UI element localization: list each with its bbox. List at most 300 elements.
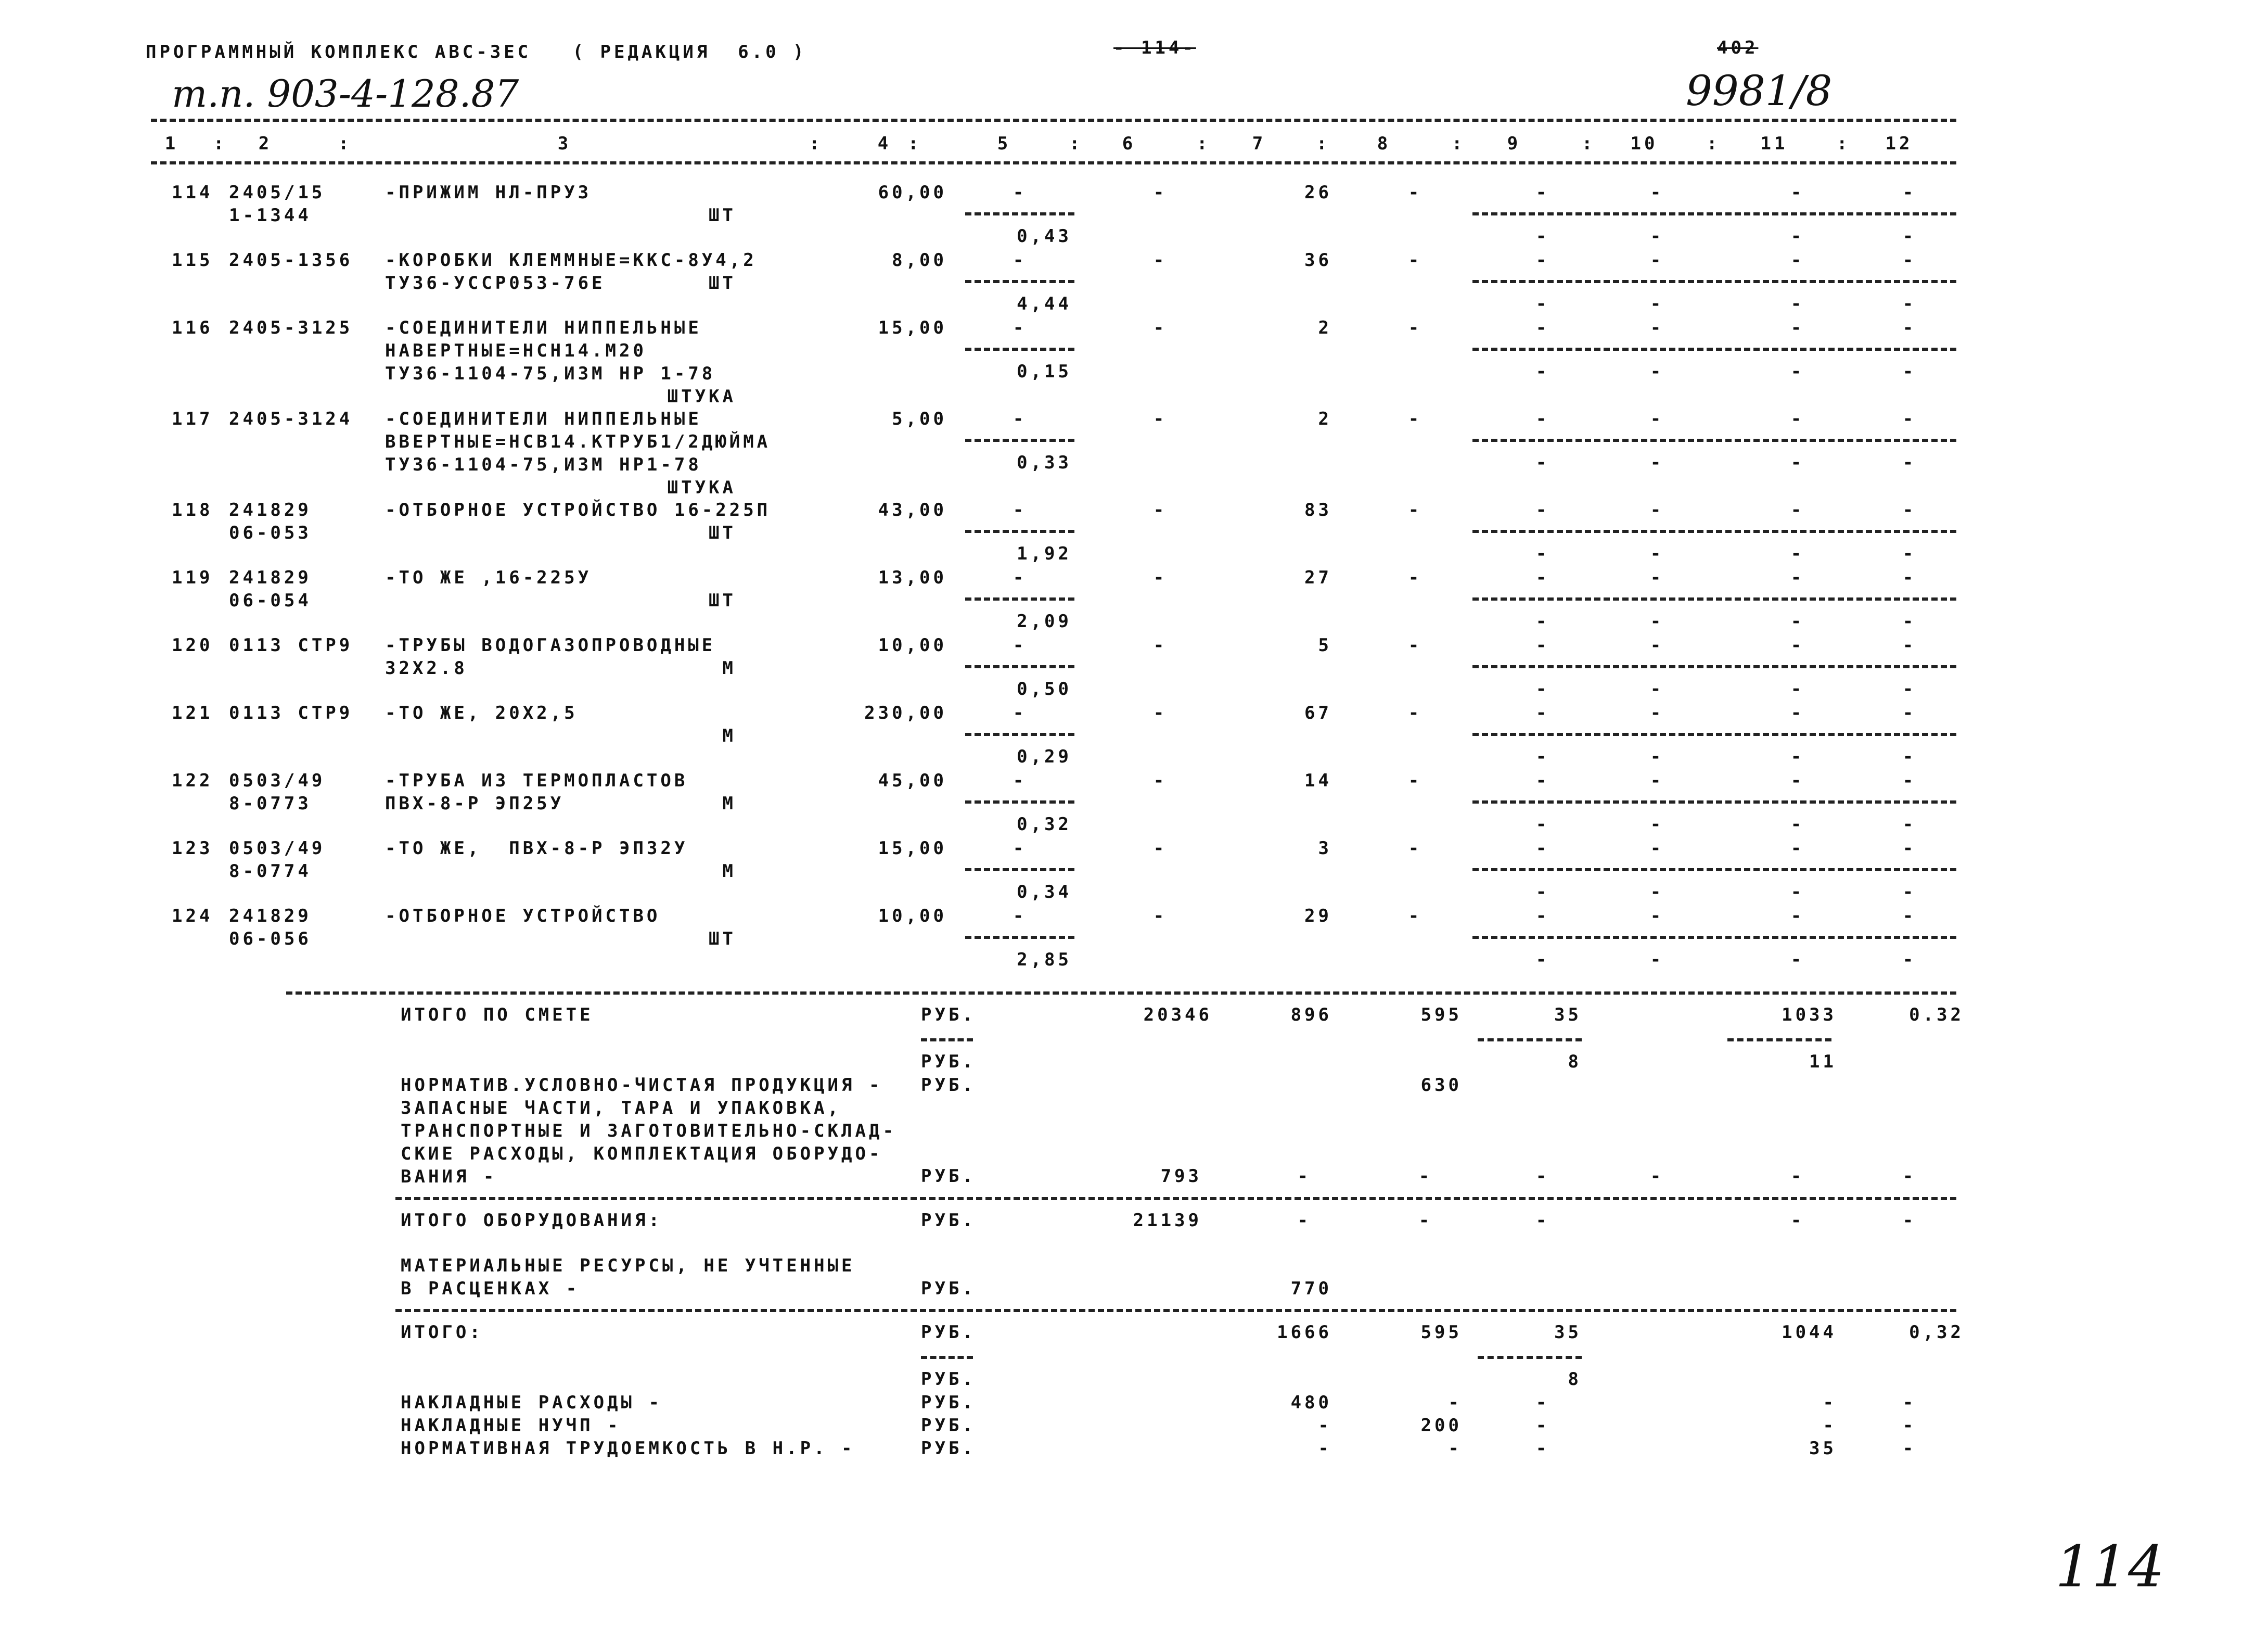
materials-line: В РАСЦЕНКАХ - — [401, 1278, 580, 1299]
value-col-7: 27 — [1304, 567, 1332, 588]
value-col-9: - — [1535, 635, 1550, 656]
normative-col-7: - — [1297, 1166, 1311, 1187]
value-col-12: - — [1902, 409, 1917, 429]
value-col-10: - — [1650, 567, 1664, 588]
resource-name: -ОТБОРНОЕ УСТРОЙСТВО — [385, 906, 661, 926]
normative-col-8b: - — [1418, 1166, 1433, 1187]
total-smeta-label: ИТОГО ПО СМЕТЕ — [401, 1004, 594, 1025]
resource-code: 0113 СТР9 — [229, 635, 353, 656]
repeat-dash-c10: - — [1650, 882, 1664, 902]
cell-rule — [1472, 530, 1956, 533]
value-col-7: 14 — [1304, 770, 1332, 791]
resource-name: -ТО ЖЕ, 20Х2,5 — [385, 703, 578, 723]
total-smeta-col-11b: 11 — [1809, 1051, 1837, 1072]
repeat-dash-c9: - — [1535, 679, 1550, 699]
resource-name: -ТО ЖЕ, ПВХ-8-Р ЭП32У — [385, 838, 688, 859]
repeat-dash-c11: - — [1790, 543, 1805, 564]
resource-name: ВВЕРТНЫЕ=НСВ14.КТРУБ1/2ДЮЙМА — [385, 431, 771, 452]
column-header-1: 1 — [164, 133, 179, 154]
repeat-dash-c9: - — [1535, 452, 1550, 473]
value-col-6: - — [1153, 567, 1168, 588]
repeat-dash-c9: - — [1535, 294, 1550, 314]
repeat-dash-c9: - — [1535, 361, 1550, 382]
equipment-col-7: - — [1297, 1210, 1311, 1231]
value-col-6: - — [1153, 906, 1168, 926]
repeat-dash-c9: - — [1535, 882, 1550, 902]
resource-name: 32Х2.8 — [385, 658, 468, 679]
normative-line: ТРАНСПОРТНЫЕ И ЗАГОТОВИТЕЛЬНО-СКЛАД- — [401, 1121, 896, 1141]
normative-line: СКИЕ РАСХОДЫ, КОМПЛЕКТАЦИЯ ОБОРУДО- — [401, 1143, 883, 1164]
quantity: 8,00 — [892, 250, 947, 271]
value-col-12: - — [1902, 838, 1917, 859]
resource-name: -ТРУБА ИЗ ТЕРМОПЛАСТОВ — [385, 770, 688, 791]
resource-code: 06-054 — [229, 590, 312, 611]
total-smeta-col-11: 1033 — [1782, 1004, 1837, 1025]
normative-col-6: 793 — [1160, 1166, 1202, 1187]
repeat-dash-c12: - — [1902, 452, 1917, 473]
value-col-11: - — [1790, 703, 1805, 723]
value-col-7: 26 — [1304, 182, 1332, 203]
resource-code: 8-0774 — [229, 861, 312, 882]
materials-line: МАТЕРИАЛЬНЫЕ РЕСУРСЫ, НЕ УЧТЕННЫЕ — [401, 1255, 855, 1276]
value-col-12: - — [1902, 500, 1917, 520]
row-number: 117 — [172, 409, 213, 429]
repeat-dash-c12: - — [1902, 294, 1917, 314]
equipment-label: ИТОГО ОБОРУДОВАНИЯ: — [401, 1210, 662, 1231]
repeat-dash-c10: - — [1650, 679, 1664, 699]
quantity: 45,00 — [878, 770, 947, 791]
cell-rule — [965, 212, 1074, 215]
value-col-11: - — [1790, 770, 1805, 791]
value-col-12: - — [1902, 182, 1917, 203]
resource-name: -ТРУБЫ ВОДОГАЗОПРОВОДНЫЕ — [385, 635, 716, 656]
dashed-rule — [921, 1038, 973, 1041]
normative-line: ВАНИЯ - — [401, 1166, 497, 1187]
quantity: 10,00 — [878, 906, 947, 926]
total-col-11: 1044 — [1782, 1322, 1837, 1343]
value-col-10: - — [1650, 635, 1664, 656]
column-separator: : — [1837, 133, 1851, 154]
overhead-col-12: - — [1902, 1438, 1917, 1459]
value-col-11: - — [1790, 250, 1805, 271]
repeat-dash-c11: - — [1790, 361, 1805, 382]
repeat-dash-c12: - — [1902, 746, 1917, 767]
resource-name: -ПРИЖИМ НЛ-ПРУЗ — [385, 182, 592, 203]
resource-code: 2405/15 — [229, 182, 326, 203]
sub-value-col-5: 0,29 — [1017, 746, 1072, 767]
sub-value-col-5: 0,33 — [1017, 452, 1072, 473]
resource-code: 06-053 — [229, 523, 312, 543]
repeat-dash-c11: - — [1790, 882, 1805, 902]
repeat-dash-c11: - — [1790, 949, 1805, 970]
repeat-dash-c12: - — [1902, 949, 1917, 970]
dashed-rule — [1478, 1356, 1582, 1359]
resource-code: 06-056 — [229, 928, 312, 949]
overhead-unit: РУБ. — [921, 1438, 976, 1459]
cell-rule — [1472, 280, 1956, 283]
resource-name: НАВЕРТНЫЕ=НСН14.М20 — [385, 340, 647, 361]
repeat-dash-c12: - — [1902, 361, 1917, 382]
total-unit-2: РУБ. — [921, 1369, 976, 1390]
column-header-2: 2 — [258, 133, 273, 154]
repeat-dash-c10: - — [1650, 226, 1664, 247]
resource-name: ТУ36-УССР053-76Е — [385, 273, 606, 294]
value-col-10: - — [1650, 838, 1664, 859]
header-rule — [151, 161, 1956, 164]
value-col-7: 29 — [1304, 906, 1332, 926]
value-col-9: - — [1535, 567, 1550, 588]
repeat-dash-c12: - — [1902, 679, 1917, 699]
quantity: 15,00 — [878, 838, 947, 859]
unit: М — [722, 726, 736, 746]
value-col-8: - — [1408, 838, 1423, 859]
equipment-col-9: - — [1535, 1210, 1550, 1231]
equipment-col-12: - — [1902, 1210, 1917, 1231]
value-col-9: - — [1535, 182, 1550, 203]
value-col-5: - — [1013, 409, 1027, 429]
value-col-12: - — [1902, 250, 1917, 271]
repeat-dash-c9: - — [1535, 949, 1550, 970]
overhead-label: НОРМАТИВНАЯ ТРУДОЕМКОСТЬ В Н.Р. - — [401, 1438, 855, 1459]
value-col-9: - — [1535, 906, 1550, 926]
row-number: 119 — [172, 567, 213, 588]
value-col-7: 67 — [1304, 703, 1332, 723]
overhead-label: НАКЛАДНЫЕ РАСХОДЫ - — [401, 1392, 662, 1413]
cell-rule — [1472, 597, 1956, 601]
normative-unit: РУБ. — [921, 1075, 976, 1096]
overhead-col-9: - — [1535, 1415, 1550, 1436]
unit: М — [722, 658, 736, 679]
unit: ШТУКА — [667, 386, 736, 407]
value-col-9: - — [1535, 500, 1550, 520]
struck-page-number: - 114- — [1113, 37, 1196, 58]
row-number: 115 — [172, 250, 213, 271]
column-separator: : — [213, 133, 227, 154]
value-col-9: - — [1535, 838, 1550, 859]
repeat-dash-c11: - — [1790, 294, 1805, 314]
column-header-11: 11 — [1760, 133, 1788, 154]
materials-col-7: 770 — [1290, 1278, 1332, 1299]
value-col-9: - — [1535, 770, 1550, 791]
repeat-dash-c10: - — [1650, 746, 1664, 767]
total-unit: РУБ. — [921, 1322, 976, 1343]
cell-rule — [965, 733, 1074, 736]
resource-code: 2405-3124 — [229, 409, 353, 429]
row-number: 124 — [172, 906, 213, 926]
value-col-8: - — [1408, 500, 1423, 520]
unit: ШТ — [709, 928, 736, 949]
overhead-col-8: - — [1448, 1438, 1462, 1459]
value-col-5: - — [1013, 317, 1027, 338]
value-col-11: - — [1790, 635, 1805, 656]
cell-rule — [965, 280, 1074, 283]
column-separator: : — [1452, 133, 1466, 154]
repeat-dash-c10: - — [1650, 814, 1664, 835]
value-col-10: - — [1650, 703, 1664, 723]
cell-rule — [965, 800, 1074, 804]
value-col-10: - — [1650, 250, 1664, 271]
value-col-9: - — [1535, 250, 1550, 271]
resource-name: ТУ36-1104-75,ИЗМ НР1-78 — [385, 454, 702, 475]
overhead-col-12: - — [1902, 1415, 1917, 1436]
total-smeta-unit: РУБ. — [921, 1004, 976, 1025]
value-col-9: - — [1535, 409, 1550, 429]
overhead-col-7: 480 — [1290, 1392, 1332, 1413]
cell-rule — [965, 439, 1074, 442]
total-col-9: 35 — [1554, 1322, 1582, 1343]
quantity: 10,00 — [878, 635, 947, 656]
overhead-col-8: - — [1448, 1392, 1462, 1413]
cell-rule — [965, 936, 1074, 939]
column-separator: : — [908, 133, 922, 154]
value-col-11: - — [1790, 317, 1805, 338]
column-header-5: 5 — [997, 133, 1011, 154]
repeat-dash-c9: - — [1535, 226, 1550, 247]
total-smeta-col-12: 0.32 — [1909, 1004, 1964, 1025]
unit: ШТУКА — [667, 477, 736, 498]
equipment-col-11: - — [1790, 1210, 1805, 1231]
quantity: 230,00 — [864, 703, 947, 723]
column-header-4: 4 — [877, 133, 892, 154]
top-right-number: 402 — [1717, 37, 1759, 58]
value-col-5: - — [1013, 635, 1027, 656]
quantity: 13,00 — [878, 567, 947, 588]
value-col-6: - — [1153, 250, 1168, 271]
overhead-col-11: 35 — [1809, 1438, 1837, 1459]
value-col-6: - — [1153, 317, 1168, 338]
overhead-col-12: - — [1902, 1392, 1917, 1413]
repeat-dash-c9: - — [1535, 814, 1550, 835]
value-col-5: - — [1013, 838, 1027, 859]
value-col-10: - — [1650, 500, 1664, 520]
value-col-11: - — [1790, 182, 1805, 203]
equipment-unit: РУБ. — [921, 1210, 976, 1231]
unit: ШТ — [709, 273, 736, 294]
overhead-col-9: - — [1535, 1392, 1550, 1413]
repeat-dash-c9: - — [1535, 611, 1550, 632]
repeat-dash-c11: - — [1790, 226, 1805, 247]
value-col-6: - — [1153, 838, 1168, 859]
resource-code: 0503/49 — [229, 838, 326, 859]
unit: М — [722, 793, 736, 814]
total-label: ИТОГО: — [401, 1322, 483, 1343]
value-col-10: - — [1650, 182, 1664, 203]
value-col-11: - — [1790, 500, 1805, 520]
total-col-8: 595 — [1420, 1322, 1462, 1343]
value-col-10: - — [1650, 770, 1664, 791]
value-col-5: - — [1013, 250, 1027, 271]
quantity: 43,00 — [878, 500, 947, 520]
column-separator: : — [1069, 133, 1083, 154]
sub-value-col-5: 4,44 — [1017, 294, 1072, 314]
resource-code: 241829 — [229, 567, 312, 588]
column-separator: : — [1316, 133, 1330, 154]
value-col-11: - — [1790, 567, 1805, 588]
value-col-12: - — [1902, 635, 1917, 656]
value-col-8: - — [1408, 250, 1423, 271]
value-col-12: - — [1902, 770, 1917, 791]
overhead-col-7: - — [1318, 1415, 1332, 1436]
value-col-7: 3 — [1318, 838, 1332, 859]
normative-line: ЗАПАСНЫЕ ЧАСТИ, ТАРА И УПАКОВКА, — [401, 1098, 842, 1118]
resource-code: 2405-1356 — [229, 250, 353, 271]
column-header-9: 9 — [1507, 133, 1521, 154]
cell-rule — [965, 868, 1074, 871]
value-col-12: - — [1902, 906, 1917, 926]
value-col-5: - — [1013, 182, 1027, 203]
equipment-col-8: - — [1418, 1210, 1433, 1231]
repeat-dash-c10: - — [1650, 452, 1664, 473]
value-col-12: - — [1902, 703, 1917, 723]
repeat-dash-c9: - — [1535, 543, 1550, 564]
cell-rule — [1472, 212, 1956, 215]
overhead-label: НАКЛАДНЫЕ НУЧП - — [401, 1415, 621, 1436]
resource-name: -КОРОБКИ КЛЕММНЫЕ=ККС-8У4,2 — [385, 250, 757, 271]
total-col-12: 0,32 — [1909, 1322, 1964, 1343]
overhead-col-9: - — [1535, 1438, 1550, 1459]
value-col-7: 5 — [1318, 635, 1332, 656]
column-separator: : — [338, 133, 352, 154]
resource-name: -ОТБОРНОЕ УСТРОЙСТВО 16-225П — [385, 500, 771, 520]
value-col-8: - — [1408, 317, 1423, 338]
value-col-6: - — [1153, 182, 1168, 203]
program-header: ПРОГРАММНЫЙ КОМПЛЕКС АВС-3ЕС ( РЕДАКЦИЯ 6.0 ) — [146, 42, 807, 62]
value-col-11: - — [1790, 906, 1805, 926]
value-col-5: - — [1013, 906, 1027, 926]
value-col-5: - — [1013, 770, 1027, 791]
resource-code: 0503/49 — [229, 770, 326, 791]
value-col-6: - — [1153, 635, 1168, 656]
normative-col-12: - — [1902, 1166, 1917, 1187]
value-col-8: - — [1408, 635, 1423, 656]
repeat-dash-c12: - — [1902, 543, 1917, 564]
normative-line: НОРМАТИВ.УСЛОВНО-ЧИСТАЯ ПРОДУКЦИЯ - — [401, 1075, 883, 1096]
value-col-7: 2 — [1318, 317, 1332, 338]
resource-code: 241829 — [229, 906, 312, 926]
sub-value-col-5: 0,50 — [1017, 679, 1072, 699]
row-number: 118 — [172, 500, 213, 520]
cell-rule — [1472, 665, 1956, 668]
cell-rule — [1472, 733, 1956, 736]
dashed-rule — [921, 1356, 973, 1359]
normative-unit-2: РУБ. — [921, 1166, 976, 1187]
equipment-col-6: 21139 — [1133, 1210, 1202, 1231]
header-rule — [151, 119, 1956, 122]
row-number: 122 — [172, 770, 213, 791]
repeat-dash-c11: - — [1790, 679, 1805, 699]
value-col-10: - — [1650, 906, 1664, 926]
quantity: 60,00 — [878, 182, 947, 203]
cell-rule — [1472, 868, 1956, 871]
resource-code: 8-0773 — [229, 793, 312, 814]
resource-code: 0113 СТР9 — [229, 703, 353, 723]
value-col-8: - — [1408, 182, 1423, 203]
value-col-7: 36 — [1304, 250, 1332, 271]
value-col-10: - — [1650, 317, 1664, 338]
handwritten-page-number: 114 — [2055, 1533, 2164, 1600]
resource-name: -СОЕДИНИТЕЛИ НИППЕЛЬНЫЕ — [385, 317, 702, 338]
total-smeta-col-9: 35 — [1554, 1004, 1582, 1025]
value-col-10: - — [1650, 409, 1664, 429]
cell-rule — [1472, 936, 1956, 939]
sub-value-col-5: 1,92 — [1017, 543, 1072, 564]
row-number: 121 — [172, 703, 213, 723]
value-col-8: - — [1408, 906, 1423, 926]
normative-col-8: 630 — [1420, 1075, 1462, 1096]
overhead-col-8: 200 — [1420, 1415, 1462, 1436]
total-smeta-unit-2: РУБ. — [921, 1051, 976, 1072]
summary-rule — [395, 1197, 1956, 1200]
total-smeta-col-9b: 8 — [1568, 1051, 1582, 1072]
materials-unit: РУБ. — [921, 1278, 976, 1299]
cell-rule — [1472, 439, 1956, 442]
resource-name: ПВХ-8-Р ЭП25У — [385, 793, 565, 814]
column-header-3: 3 — [557, 133, 572, 154]
resource-code: 241829 — [229, 500, 312, 520]
value-col-5: - — [1013, 703, 1027, 723]
cell-rule — [965, 348, 1074, 351]
total-smeta-col-8: 595 — [1420, 1004, 1462, 1025]
doc-code: т.п. 903-4-128.87 — [172, 72, 519, 116]
value-col-9: - — [1535, 317, 1550, 338]
column-separator: : — [1707, 133, 1721, 154]
cell-rule — [1472, 800, 1956, 804]
sheet-ref: 9981/8 — [1686, 67, 1833, 115]
dashed-rule — [1727, 1038, 1831, 1041]
column-header-7: 7 — [1252, 133, 1266, 154]
value-col-6: - — [1153, 703, 1168, 723]
value-col-7: 2 — [1318, 409, 1332, 429]
unit: М — [722, 861, 736, 882]
repeat-dash-c12: - — [1902, 814, 1917, 835]
resource-code: 1-1344 — [229, 205, 312, 226]
repeat-dash-c11: - — [1790, 814, 1805, 835]
repeat-dash-c10: - — [1650, 294, 1664, 314]
column-header-12: 12 — [1885, 133, 1913, 154]
overhead-unit: РУБ. — [921, 1392, 976, 1413]
overhead-col-11: - — [1823, 1415, 1837, 1436]
quantity: 5,00 — [892, 409, 947, 429]
normative-col-10: - — [1650, 1166, 1664, 1187]
total-col-9b: 8 — [1568, 1369, 1582, 1390]
value-col-8: - — [1408, 703, 1423, 723]
normative-col-11: - — [1790, 1166, 1805, 1187]
repeat-dash-c10: - — [1650, 611, 1664, 632]
repeat-dash-c11: - — [1790, 746, 1805, 767]
resource-code: 2405-3125 — [229, 317, 353, 338]
row-number: 123 — [172, 838, 213, 859]
value-col-8: - — [1408, 409, 1423, 429]
column-header-8: 8 — [1377, 133, 1391, 154]
repeat-dash-c12: - — [1902, 226, 1917, 247]
total-smeta-col-7: 896 — [1290, 1004, 1332, 1025]
dashed-rule — [1478, 1038, 1582, 1041]
value-col-12: - — [1902, 317, 1917, 338]
repeat-dash-c10: - — [1650, 543, 1664, 564]
summary-rule — [286, 991, 1956, 995]
repeat-dash-c12: - — [1902, 882, 1917, 902]
repeat-dash-c9: - — [1535, 746, 1550, 767]
sub-value-col-5: 2,09 — [1017, 611, 1072, 632]
total-col-7: 1666 — [1277, 1322, 1332, 1343]
resource-name: -СОЕДИНИТЕЛИ НИППЕЛЬНЫЕ — [385, 409, 702, 429]
resource-name: ТУ36-1104-75,ИЗМ НР 1-78 — [385, 363, 716, 384]
repeat-dash-c11: - — [1790, 452, 1805, 473]
cell-rule — [965, 530, 1074, 533]
row-number: 116 — [172, 317, 213, 338]
row-number: 120 — [172, 635, 213, 656]
column-header-6: 6 — [1122, 133, 1136, 154]
